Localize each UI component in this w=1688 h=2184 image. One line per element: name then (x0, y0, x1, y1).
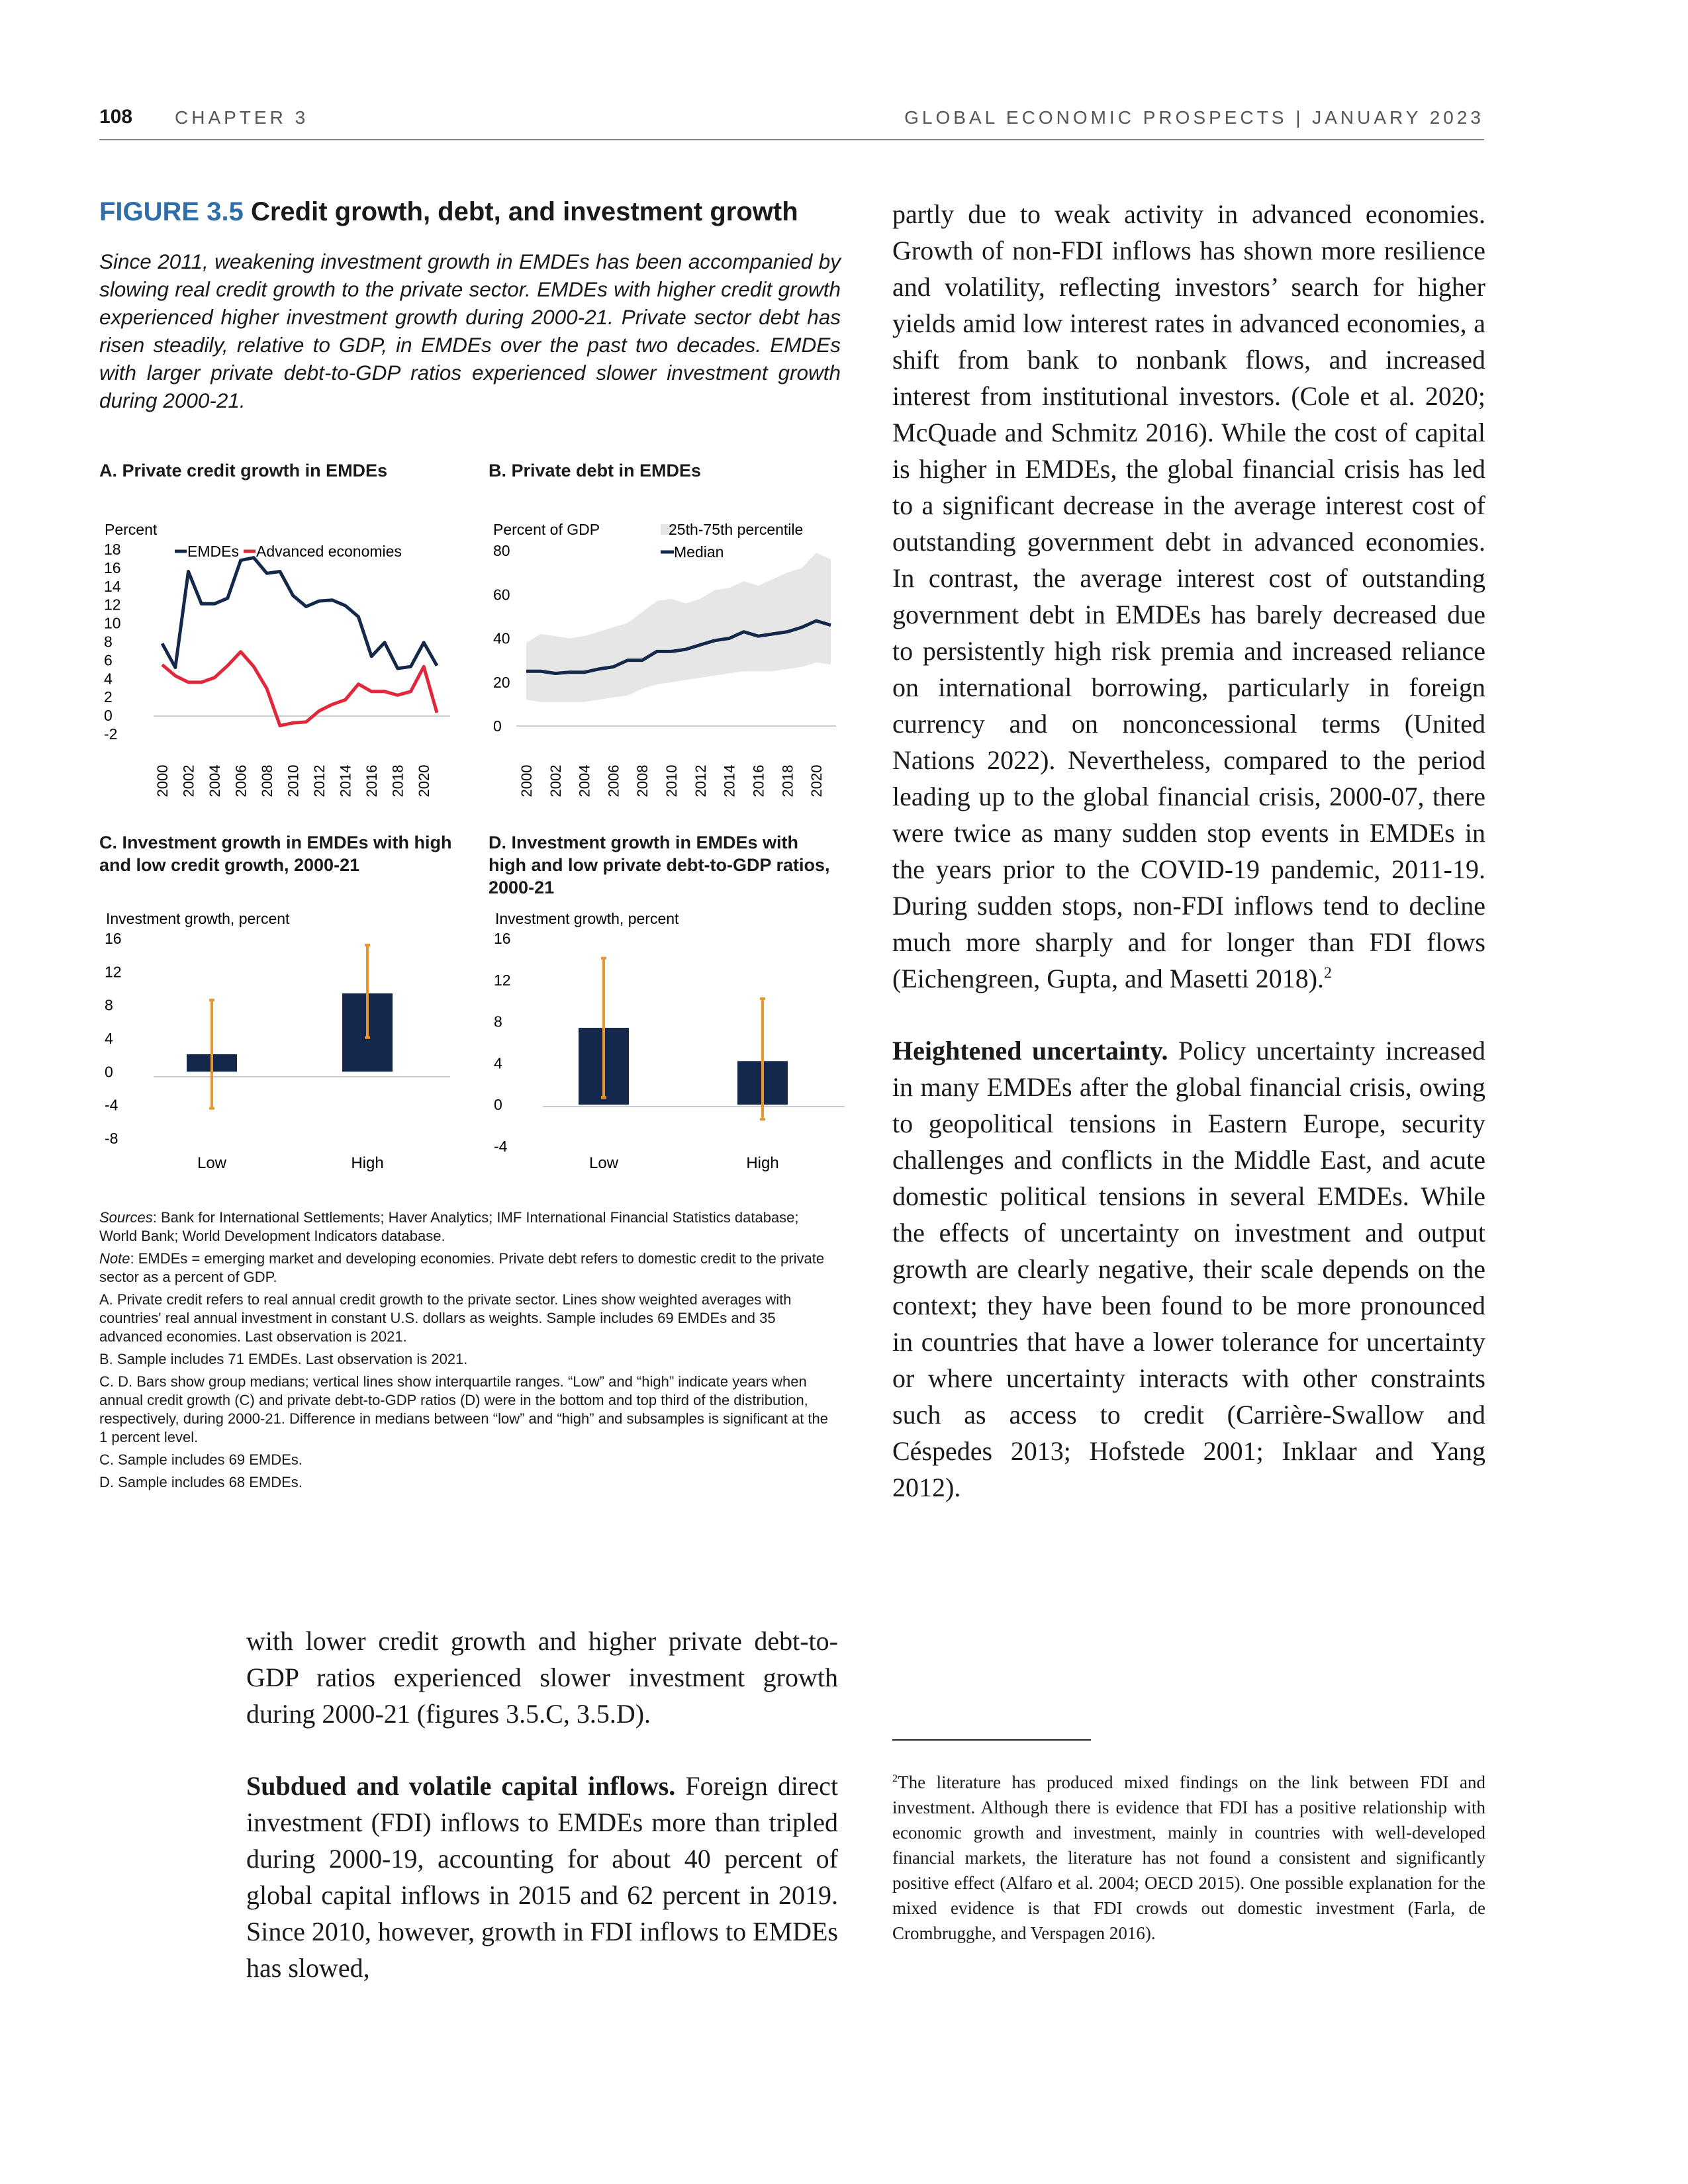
legend-median: Median (674, 543, 724, 561)
figure-notes (99, 1208, 834, 1496)
panel-a-title: A. Private credit growth in EMDEs (99, 461, 388, 480)
panel-b-ytick: 40 (493, 629, 510, 647)
panel-b-xtick: 2012 (692, 764, 709, 797)
sources-label: Sources (99, 1209, 153, 1226)
panel-a-ytick: 2 (104, 688, 113, 706)
panel-d-ytick: 4 (494, 1054, 502, 1072)
publication-title: GLOBAL ECONOMIC PROSPECTS | JANUARY 2023 (904, 107, 1484, 128)
panel-b-xtick: 2000 (518, 764, 535, 797)
note-b: B. Sample includes 71 EMDEs. Last observation is 2021. (99, 1351, 468, 1367)
panel-a-xtick: 2014 (337, 764, 354, 797)
footnote-text: The literature has produced mixed findings on the link between FDI and investment. Although there is evidence that FDI has a positive relationship with economic growth and investment, mainly in countries with well-developed financial markets, the literature has not found a consistent and significantly positive effect (Alfaro et al. 2004; OECD 2015). One possible explanation for the mixed evidence is that FDI crowds out domestic investment (Farla, de Crombrugghe, and Verspagen 2016). (892, 1772, 1485, 1943)
left-column (246, 1623, 838, 1986)
note-d: D. Sample includes 68 EMDEs. (99, 1474, 303, 1490)
panel-d-ytick: 0 (494, 1096, 502, 1114)
panel-b-xtick: 2002 (547, 764, 564, 797)
panel-b-ytick: 0 (493, 717, 502, 735)
panel-a-ytick: 12 (104, 596, 121, 614)
legend-band: 25th-75th percentile (669, 521, 804, 538)
note-c: C. Sample includes 69 EMDEs. (99, 1451, 303, 1468)
panel-c-ytick: -8 (105, 1130, 118, 1147)
heightened-uncertainty-heading: Heightened uncertainty. (892, 1036, 1168, 1066)
panel-b-xtick: 2008 (634, 764, 651, 797)
panel-a-ytick: -2 (104, 725, 118, 743)
panel-b-xtick: 2014 (721, 764, 738, 797)
panel-b-xtick: 2006 (605, 764, 622, 797)
right-column (892, 196, 1485, 1506)
panel-a-xtick: 2008 (259, 764, 276, 797)
panel-a-ytick: 18 (104, 541, 121, 558)
note-label: Note (99, 1250, 130, 1267)
panel-c-ylabel: Investment growth, percent (106, 910, 290, 927)
panel-d-ylabel: Investment growth, percent (495, 910, 679, 927)
panel-c-category-high: High (351, 1154, 384, 1172)
panel-a-ytick: 0 (104, 707, 113, 725)
panel-d-chart (494, 910, 845, 1172)
capital-inflows-heading: Subdued and volatile capital inflows. (246, 1771, 676, 1801)
right-para-1-text: partly due to weak activity in advanced economies. Growth of non-FDI inflows has shown more resilience and volatility, reflecting investors’ search for higher yields amid low interest rates in advanced economies, a shift from bank to nonbank flows, and increased interest from institutional investors. (Cole et al. 2020; McQuade and Schmitz 2016). While the cost of capital is higher in EMDEs, the global financial crisis has led to a significant decrease in the average interest cost of outstanding government debt in advanced economies. In contrast, the average interest cost of outstanding government debt in EMDEs has barely decreased due to persistently high risk premia and increased reliance on international borrowing, particularly in foreign currency and on nonconcessional terms (United Nations 2022). Nevertheless, compared to the period leading up to the global financial crisis, 2000-07, there were twice as many sudden stop events in EMDEs in the years prior to the COVID-19 pandemic, 2011-19. During sudden stops, non-FDI inflows tend to decline much more sharply and for longer than FDI flows (Eichengreen, Gupta, and Masetti 2018). (892, 199, 1485, 993)
panel-b-xtick: 2018 (779, 764, 796, 797)
panel-d-category-high: High (746, 1154, 779, 1172)
panel-b-xtick: 2016 (750, 764, 767, 797)
panel-c-chart (105, 910, 450, 1172)
panel-a-ytick: 6 (104, 651, 113, 669)
panel-b-ytick: 20 (493, 673, 510, 691)
panel-b-title: B. Private debt in EMDEs (489, 461, 702, 480)
panel-d-ytick: 16 (494, 930, 511, 947)
sources-note (99, 1208, 834, 1246)
panel-b-xtick: 2004 (576, 764, 593, 797)
panel-a-xtick: 2010 (285, 764, 302, 797)
panel-c-ytick: 0 (105, 1063, 113, 1081)
note-a: A. Private credit refers to real annual credit growth to the private sector. Lines show weighted averages with countries' real annual investment in constant U.S. dollars as weights. Sample includes 69 EMDEs and 35 advanced economies. Last observation is 2021. (99, 1291, 792, 1345)
page-number: 108 (99, 106, 133, 128)
panel-d-ytick: 8 (494, 1013, 502, 1030)
panel-a-xtick: 2006 (232, 764, 250, 797)
footnote (892, 1770, 1485, 1946)
note-note (99, 1250, 834, 1287)
footnote-number: 2 (892, 1772, 898, 1784)
panel-b-xtick: 2020 (808, 764, 825, 797)
right-para-2-text: Policy uncertainty increased in many EMDEs after the global financial crisis, owing to geopolitical tensions in Eastern Europe, security challenges and conflicts in the Middle East, and acute domestic political tensions in several EMDEs. While the effects of uncertainty on investment and output growth are clearly negative, their scale depends on the context; they have been found to be more pronounced in countries that have a lower tolerance for uncertainty or where uncertainty interacts with other constraints such as access to credit (Carrière-Swallow and Céspedes 2013; Hofstede 2001; Inklaar and Yang 2012). (892, 1036, 1485, 1502)
left-para-2-text: Foreign direct investment (FDI) inflows to EMDEs more than tripled during 2000-19, accounting for about 40 percent of global capital inflows in 2015 and 62 percent in 2019. Since 2010, however, growth in FDI inflows to EMDEs has slowed, (246, 1771, 838, 1983)
panel-d-title: D. Investment growth in EMDEs with high and low private debt-to-GDP ratios, 2000-21 (489, 833, 830, 897)
footnote-ref: 2 (1324, 964, 1333, 982)
panel-a-ytick: 14 (104, 577, 121, 595)
panel-a-chart (104, 521, 450, 797)
series-line-emdes (162, 558, 437, 668)
panel-b-ytick: 60 (493, 586, 510, 604)
panel-a-ylabel: Percent (105, 521, 158, 538)
figure-subtitle: Since 2011, weakening investment growth in EMDEs has been accompanied by slowing real credit growth to the private sector. EMDEs with higher credit growth experienced higher investment growth during 2000-21. Private sector debt has risen steadily, relative to GDP, in EMDEs over the past two decades. EMDEs with larger private debt-to-GDP ratios experienced slower investment growth during 2000-21. (99, 250, 841, 412)
panel-b-xtick: 2010 (663, 764, 680, 797)
panel-b-ytick: 80 (493, 542, 510, 559)
panel-a-legend (175, 543, 402, 560)
panel-d-category-low: Low (588, 1154, 619, 1172)
left-para-1: with lower credit growth and higher private debt-to-GDP ratios experienced slower investment growth during 2000-21 (figures 3.5.C, 3.5.D). (246, 1626, 838, 1729)
panel-a-ytick: 8 (104, 633, 113, 651)
panel-b-ylabel: Percent of GDP (493, 521, 600, 538)
right-para-2 (892, 1032, 1485, 1506)
right-para-1 (892, 196, 1485, 997)
panel-c-ytick: 8 (105, 996, 113, 1014)
panel-a-xtick: 2018 (389, 764, 406, 797)
panel-b-chart (493, 521, 836, 797)
panel-d-ytick: -4 (494, 1138, 508, 1155)
left-para-2 (246, 1768, 838, 1986)
panel-a-ytick: 16 (104, 559, 121, 576)
figure-number: FIGURE 3.5 (99, 197, 244, 226)
panel-c-ytick: 16 (105, 930, 122, 947)
panel-c-ytick: -4 (105, 1096, 118, 1114)
legend-emdes: EMDEs (187, 543, 239, 560)
sources-text: : Bank for International Settlements; Haver Analytics; IMF International Financial Statistics database; World Bank; World Development Indicators database. (99, 1209, 799, 1244)
panel-d-ytick: 12 (494, 971, 511, 989)
panel-a-ytick: 4 (104, 670, 113, 688)
panel-a-xtick: 2016 (363, 764, 381, 797)
panel-c-ytick: 12 (105, 963, 122, 981)
panel-b-legend (661, 521, 803, 561)
note-cd: C. D. Bars show group medians; vertical lines show interquartile ranges. “Low” and “high” indicate years when annual credit growth (C) and private debt-to-GDP ratios (D) were in the bottom and top third of the distribution, respectively, during 2000-21. Difference in medians between “low” and “high” and subsamples is significant at the 1 percent level. (99, 1373, 829, 1445)
panel-c-category-low: Low (197, 1154, 227, 1172)
figure-title-text: Credit growth, debt, and investment growth (250, 197, 798, 226)
panel-a-xtick: 2004 (207, 764, 224, 797)
panel-a-xtick: 2020 (416, 764, 433, 797)
panel-c-title: C. Investment growth in EMDEs with high and low credit growth, 2000-21 (99, 833, 452, 875)
panel-a-xtick: 2002 (180, 764, 197, 797)
footnote-rule (892, 1739, 1091, 1741)
panel-c-ytick: 4 (105, 1030, 113, 1047)
panel-a-xtick: 2012 (311, 764, 328, 797)
note-text: : EMDEs = emerging market and developing economies. Private debt refers to domestic credit to the private sector as a percent of GDP. (99, 1250, 825, 1285)
panel-a-ytick: 10 (104, 614, 121, 632)
chapter-label: CHAPTER 3 (175, 107, 309, 128)
percentile-band (526, 553, 831, 702)
panel-a-xtick: 2000 (154, 764, 171, 797)
legend-advanced: Advanced economies (256, 543, 402, 560)
